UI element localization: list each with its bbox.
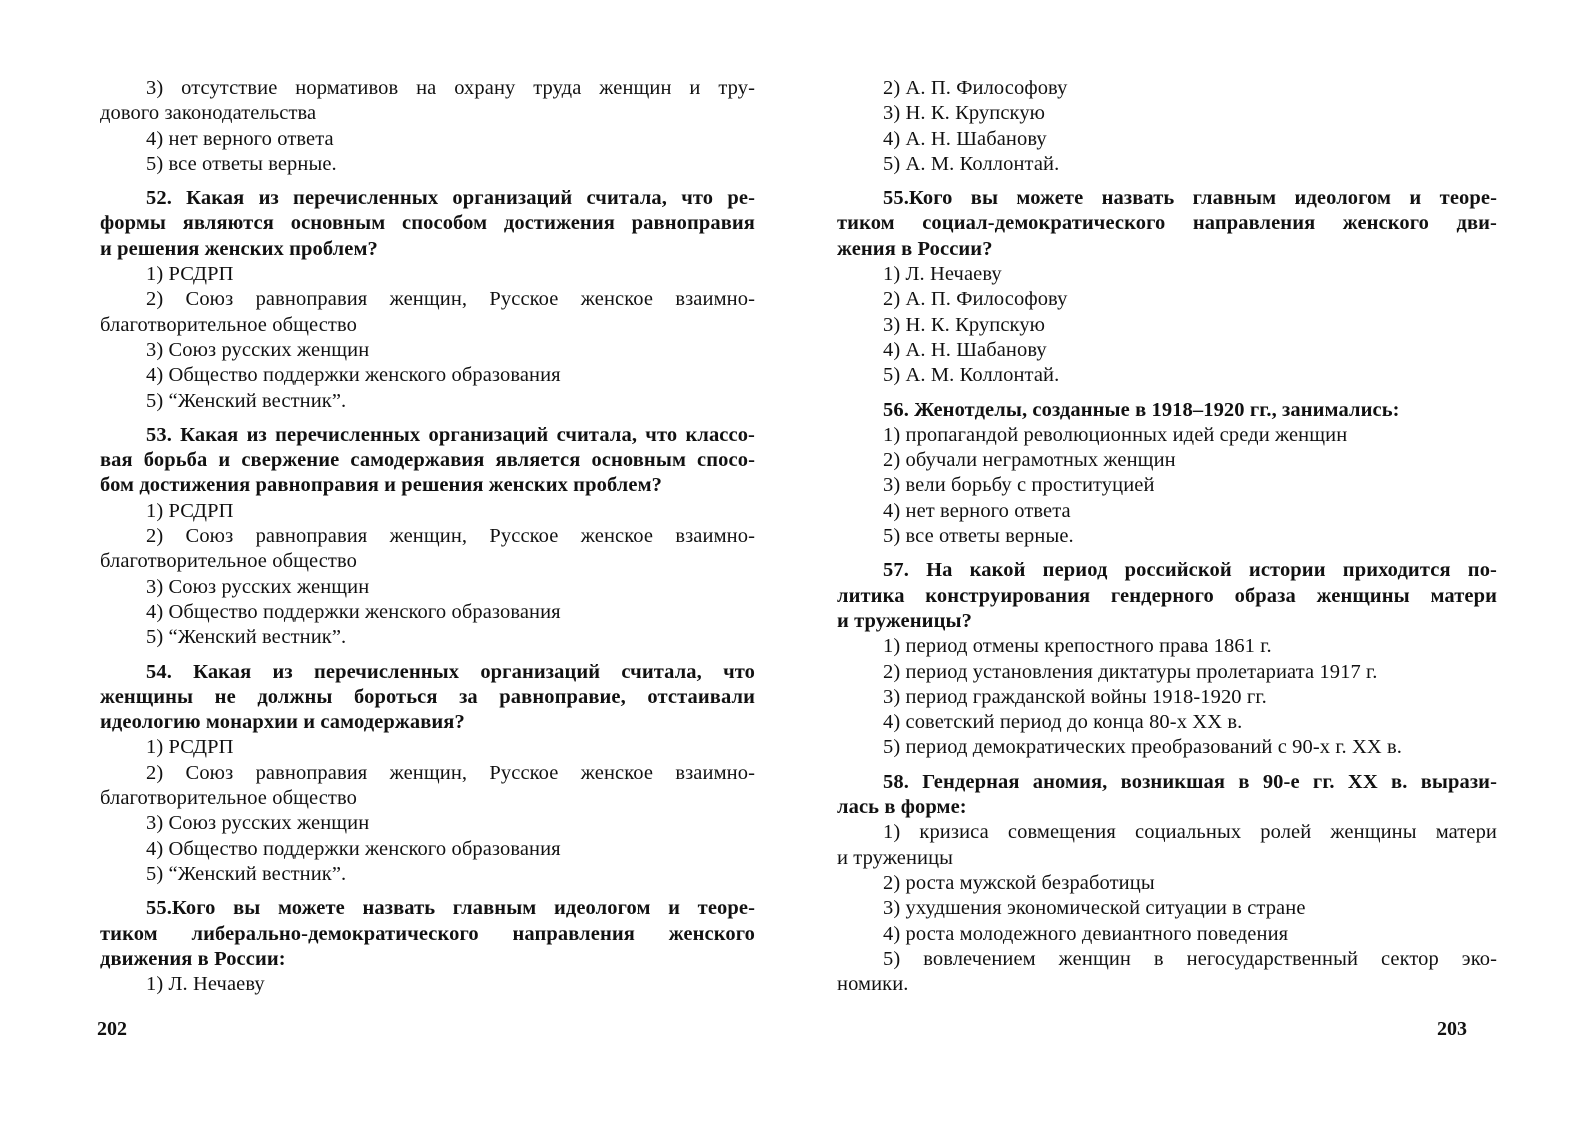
answer-option-line: 2) А. П. Философову — [883, 288, 1068, 311]
right-page — [797, 0, 1594, 1128]
answer-option-line: 4) нет верного ответа — [146, 127, 334, 150]
answer-option-line: 3) Н. К. Крупскую — [883, 102, 1046, 125]
question-line: идеологию монархии и самодержавия? — [100, 711, 465, 734]
answer-option-line: 3) Союз русских женщин — [146, 338, 370, 361]
answer-option-line: 5) “Женский вестник”. — [146, 389, 347, 412]
answer-option-line: 5) период демократических преобразований с 90-х г. XX в. — [883, 736, 1403, 759]
answer-option-line: 3) период гражданской войны 1918-1920 гг. — [883, 685, 1267, 708]
question-line: 55.Кого вы можете назвать главным идеологом и теоре- — [146, 897, 755, 920]
answer-option-line: 1) Л. Нечаеву — [883, 263, 1002, 286]
answer-option-line: 4) советский период до конца 80-х XX в. — [883, 711, 1243, 734]
answer-option-line: 2) Союз равноправия женщин, Русское женское взаимно- — [146, 525, 755, 548]
answer-option-line: 4) А. Н. Шабанову — [883, 338, 1047, 361]
answer-option-line: 1) период отмены крепостного права 1861 г. — [883, 635, 1272, 658]
answer-option-line: 5) все ответы верные. — [146, 152, 337, 175]
answer-option-line: 4) Общество поддержки женского образования — [146, 837, 561, 860]
question-line: движения в России: — [100, 947, 286, 970]
page-number-left: 202 — [97, 1018, 127, 1040]
answer-option-line: и труженицы — [837, 846, 954, 869]
question-line: 53. Какая из перечисленных организаций считала, что классо- — [146, 423, 755, 446]
answer-option-line: 3) Н. К. Крупскую — [883, 313, 1046, 336]
answer-option-line: дового законодательства — [100, 102, 317, 125]
answer-option-line: 1) РСДРП — [146, 263, 234, 286]
answer-option-line: 1) Л. Нечаеву — [146, 973, 265, 996]
answer-option-line: 3) вели борьбу с проституцией — [883, 474, 1155, 497]
answer-option-line: 3) отсутствие нормативов на охрану труда женщин и тру- — [146, 77, 755, 99]
question-line: и решения женских проблем? — [100, 237, 378, 260]
answer-option-line: 3) Союз русских женщин — [146, 575, 370, 598]
question-line: тиком социал-демократического направления женского дви- — [837, 212, 1497, 235]
answer-option-line: 4) роста молодежного девиантного поведения — [883, 922, 1289, 945]
question-line: 57. На какой период российской истории приходится по- — [883, 559, 1497, 582]
question-line: 56. Женотделы, созданные в 1918–1920 гг., занимались: — [883, 398, 1400, 421]
answer-option-line: 4) Общество поддержки женского образования — [146, 600, 561, 623]
answer-option-line: 4) нет верного ответа — [883, 499, 1071, 522]
question-line: формы являются основным способом достижения равноправия — [100, 212, 755, 235]
answer-option-line: 2) период установления диктатуры пролетариата 1917 г. — [883, 660, 1378, 683]
question-line: 52. Какая из перечисленных организаций считала, что ре- — [146, 187, 755, 210]
answer-option-line: благотворительное общество — [100, 787, 357, 810]
answer-option-line: 3) ухудшения экономической ситуации в стране — [883, 897, 1306, 920]
answer-option-line: благотворительное общество — [100, 550, 357, 573]
answer-option-line: 2) Союз равноправия женщин, Русское женское взаимно- — [146, 288, 755, 311]
question-line: женщины не должны бороться за равноправие, отстаивали — [100, 685, 755, 708]
question-line: литика конструирования гендерного образа женщины матери — [837, 584, 1497, 607]
answer-option-line: 1) РСДРП — [146, 499, 234, 522]
answer-option-line: 2) Союз равноправия женщин, Русское женское взаимно- — [146, 761, 755, 784]
answer-option-line: 4) А. Н. Шабанову — [883, 127, 1047, 150]
question-line: лась в форме: — [837, 796, 967, 819]
left-page-text — [100, 76, 755, 997]
answer-option-line: 2) роста мужской безработицы — [883, 871, 1155, 894]
answer-option-line: 5) вовлечением женщин в негосударственный сектор эко- — [883, 947, 1497, 970]
answer-option-line: 5) “Женский вестник”. — [146, 626, 347, 649]
question-line: и труженицы? — [837, 609, 972, 632]
answer-option-line: 1) пропагандой революционных идей среди женщин — [883, 423, 1348, 446]
answer-option-line: 4) Общество поддержки женского образования — [146, 364, 561, 387]
answer-option-line: 5) А. М. Коллонтай. — [883, 152, 1060, 175]
answer-option-line: 3) Союз русских женщин — [146, 812, 370, 835]
right-page-text — [837, 76, 1497, 997]
answer-option-line: 5) “Женский вестник”. — [146, 862, 347, 885]
question-line: 54. Какая из перечисленных организаций считала, что — [146, 660, 755, 683]
question-line: вая борьба и свержение самодержавия является основным спосо- — [100, 449, 755, 472]
page-number-right: 203 — [1437, 1018, 1467, 1040]
question-line: тиком либерально-демократического направления женского — [100, 922, 755, 945]
question-line: 55.Кого вы можете назвать главным идеологом и теоре- — [883, 187, 1497, 210]
answer-option-line: номики. — [837, 973, 909, 996]
answer-option-line: 1) РСДРП — [146, 736, 234, 759]
answer-option-line: 1) кризиса совмещения социальных ролей женщины матери — [883, 821, 1497, 844]
question-line: 58. Гендерная аномия, возникшая в 90-е гг. XX в. вырази- — [883, 770, 1497, 793]
answer-option-line: благотворительное общество — [100, 313, 357, 336]
answer-option-line: 2) А. П. Философову — [883, 77, 1068, 99]
answer-option-line: 5) А. М. Коллонтай. — [883, 364, 1060, 387]
answer-option-line: 5) все ответы верные. — [883, 525, 1074, 548]
question-line: бом достижения равноправия и решения женских проблем? — [100, 474, 663, 497]
question-line: жения в России? — [837, 237, 993, 260]
answer-option-line: 2) обучали неграмотных женщин — [883, 449, 1176, 472]
